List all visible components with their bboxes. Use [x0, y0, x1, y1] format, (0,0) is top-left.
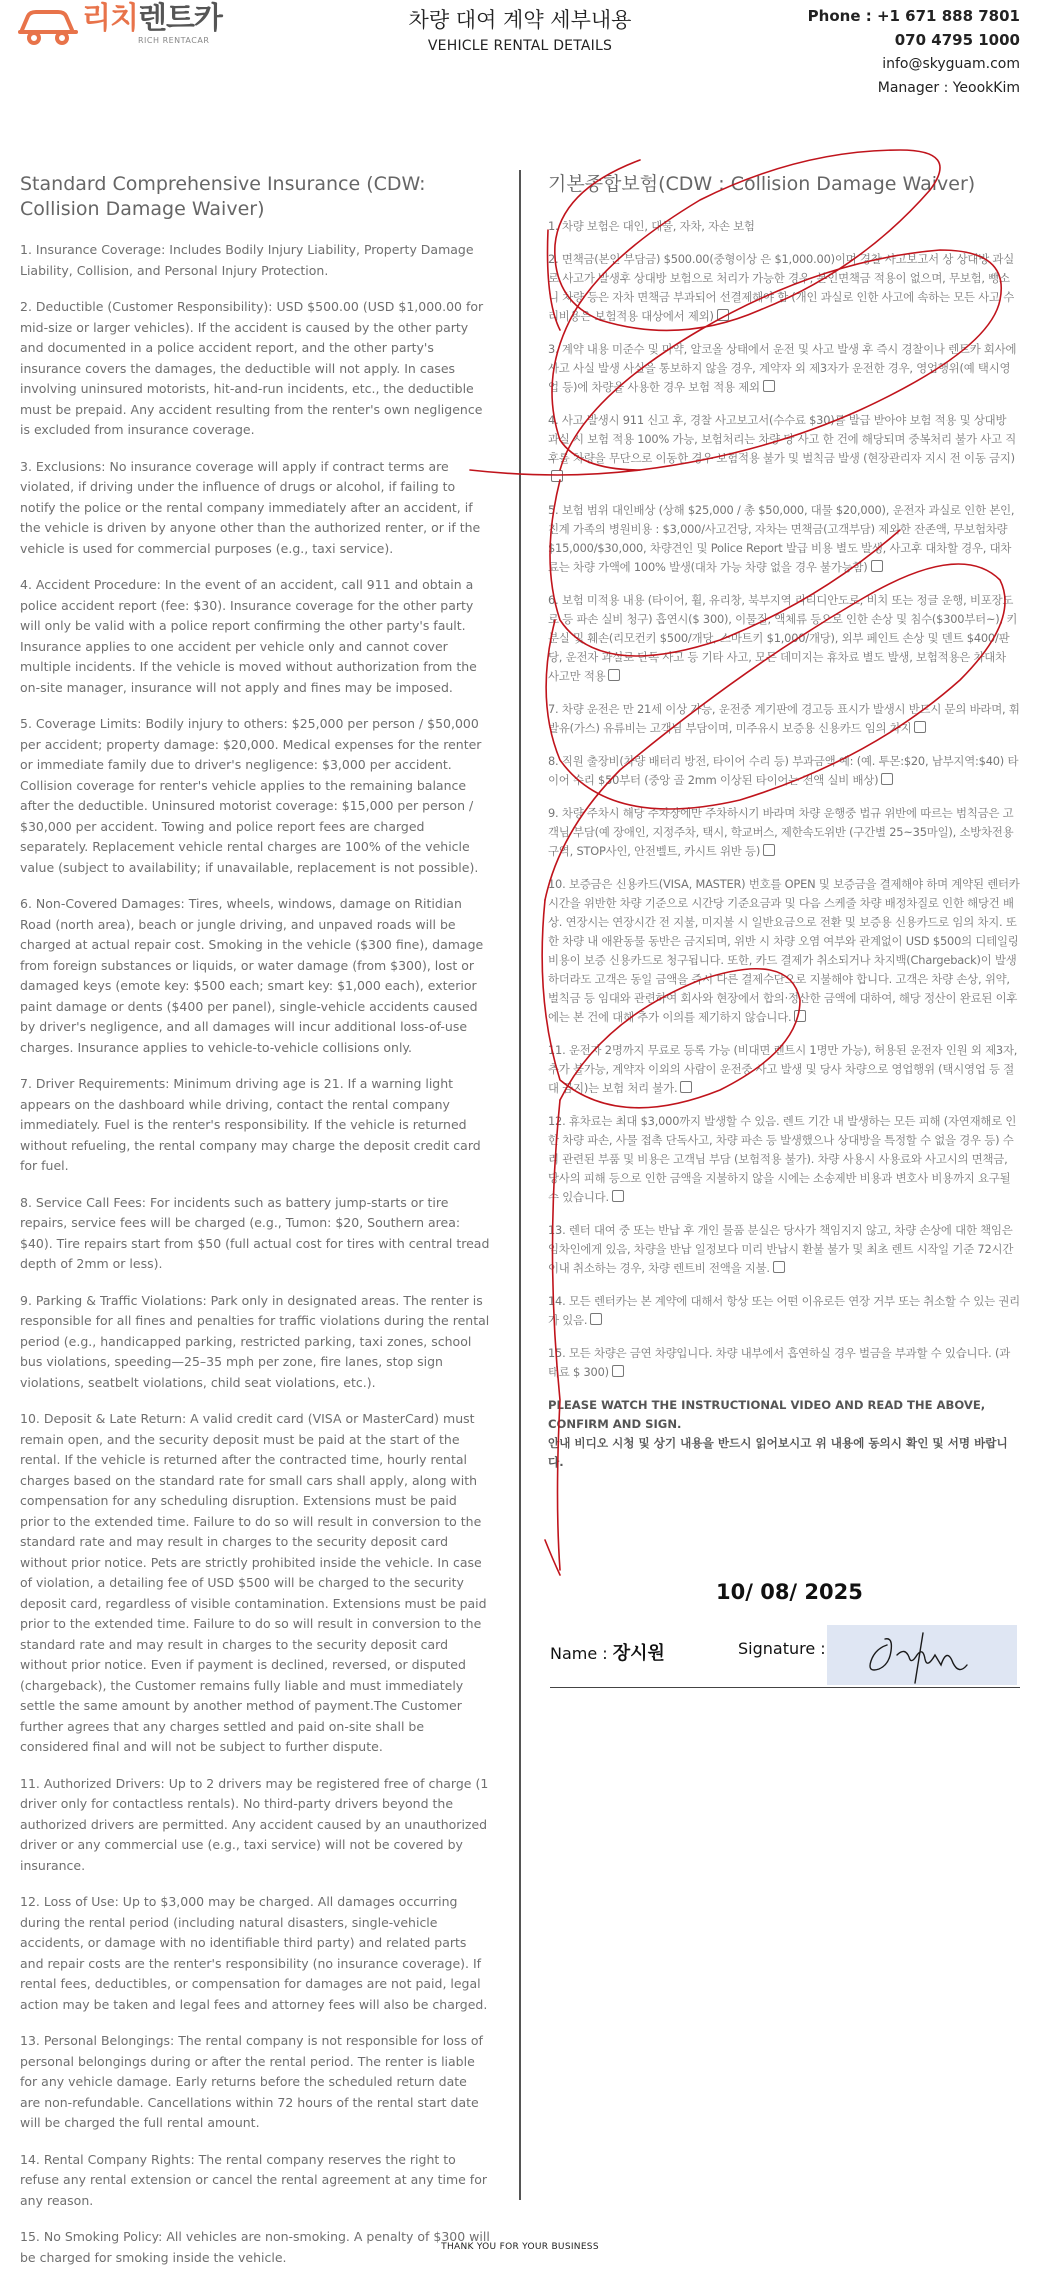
- korean-term-15: [548, 1344, 1020, 1382]
- korean-term-7-text: 7. 차량 운전은 만 21세 이상 가능, 운전중 계기판에 경고등 표시가 발생시 반드시 문의 바라며, 휘발유(가스) 유류비는 고객님 부담이며, 미주유시 보증용 신용카드 임의 차지: [548, 702, 1020, 735]
- acknowledgement-english: PLEASE WATCH THE INSTRUCTIONAL VIDEO AND READ THE ABOVE, CONFIRM AND SIGN.: [548, 1398, 986, 1431]
- korean-term-14-text: 14. 모든 렌터카는 본 계약에 대해서 항상 또는 어떤 이유로든 연장 거부 또는 취소할 수 있는 권리가 있음.: [548, 1294, 1020, 1327]
- english-term-6: 6. Non-Covered Damages: Tires, wheels, windows, damage on Ritidian Road (north area), beach or jungle driving, and unpaved roads will be charged at actual repair cost. Smoking in the vehicle ($300 fine), damage from foreign substances or liquids, or water damage (from $300), lost or damaged keys (emote key: $500 each; smart key: $1,000 each), exterior paint damage or dents ($400 per panel), single-vehicle accidents caused by driver's negligence, and all damages will incur additional loss-of-use charges. Insurance applies to vehicle-to-vehicle collisions only.: [20, 896, 484, 1055]
- korean-terms-column: [548, 172, 1020, 1472]
- agree-checkbox[interactable]: [881, 773, 893, 785]
- english-section-title: Standard Comprehensive Insurance (CDW: Collision Damage Waiver): [20, 173, 426, 220]
- handwritten-signature: [827, 1625, 1017, 1685]
- signing-date: 10/ 08/ 2025: [716, 1580, 863, 1604]
- agree-checkbox[interactable]: [612, 1365, 624, 1377]
- english-terms-column: [20, 172, 490, 2284]
- name-label: Name :: [550, 1644, 613, 1663]
- korean-term-6-text: 6. 보험 미적용 내용 (타이어, 휠, 유리창, 북부지역 리티디안도로, 비치 또는 정글 운행, 비포장도로 등 파손 실비 청구) 흡연시($ 300), 이물질, 액체류 등으로 인한 손상 및 침수($300부터~), 키 분실 및 훼손(리모컨키 $500/개당, 스마트키 $1,000/개당), 외부 페인트 손상 및 덴트 $400/판당, 운전자 과실로 단독 사고 등 기타 사고, 모든 데미지는 휴차료 별도 발생, 보험적용은 차대차 사고만 적용: [548, 593, 1018, 683]
- footer-thanks: THANK YOU FOR YOUR BUSINESS: [441, 2242, 599, 2252]
- phone-number: Phone : +1 671 888 7801: [807, 7, 1020, 25]
- agree-checkbox[interactable]: [680, 1081, 692, 1093]
- korean-term-11: [548, 1041, 1020, 1098]
- korean-term-9: [548, 804, 1020, 861]
- english-term-3: 3. Exclusions: No insurance coverage will apply if contract terms are violated, if driving under the influence of drugs or alcohol, if failing to notify the police or the rental company immediately after an accident, if the vehicle is driven by anyone other than the authorized renter, or if the vehicle is used for commercial purposes (e.g., taxi service).: [20, 458, 481, 556]
- korean-term-2-text: 2. 면책금(본인 부담금) $500.00(중형이상 은 $1,000.00)이며 경찰 사고보고서 상 상대방 과실로 사고가 발생후 상대방 보험으로 처리가 가능한 경우, 본인면책금 적용이 없으며, 무보험, 뺑소니 차량 등은 자차 면책금 부과되어 선결제해야 함 (개인 과실로 인한 사고에 속하는 모든 사고 수리비용은 보험적용 대상에서 제외): [548, 252, 1015, 323]
- english-term-7: 7. Driver Requirements: Minimum driving age is 21. If a warning light appears on the dashboard while driving, contact the rental company immediately. Fuel is the renter's responsibility. If the vehicle is returned without refueling, the rental company may charge the deposit credit card for fuel.: [20, 1076, 481, 1173]
- signature-box[interactable]: [827, 1625, 1017, 1685]
- english-term-2: 2. Deductible (Customer Responsibility): USD $500.00 (USD $1,000.00 for mid-size or larger vehicles). If the accident is caused by the other party and documented in a police accident report, and the other party's insurance covers the damages, the deductible will not apply. In cases involving uninsured motorists, hit-and-run incidents, etc., the deductible must be prepaid. Any accident resulting from the renter's own negligence is excluded from insurance coverage.: [20, 299, 484, 437]
- english-term-14: 14. Rental Company Rights: The rental company reserves the right to refuse any rental extension or cancel the rental agreement at any time for any reason.: [20, 2151, 487, 2208]
- korean-term-8: [548, 752, 1020, 790]
- document-title-korean: 차량 대여 계약 세부내용: [408, 8, 632, 32]
- english-term-12: 12. Loss of Use: Up to $3,000 may be charged. All damages occurring during the rental period (including natural disasters, single-vehicle accidents, or damage with no identifiable third party) and related parts and repair costs are the renter's responsibility (no insurance coverage). If rental fees, deductibles, or compensation for damages are not paid, legal action may be taken and legal fees and attorney fees will also be charged.: [20, 1894, 488, 2012]
- korean-term-2: [548, 250, 1020, 326]
- english-term-8: 8. Service Call Fees: For incidents such as battery jump-starts or tire repairs, service fees will be charged (e.g., Tumon: $20, Southern area: $40). Tire repairs start from $50 (full actual cost for tires with central tread depth of 2mm or less).: [20, 1194, 490, 1271]
- acknowledgement-korean: 안내 비디오 시청 및 상기 내용을 반드시 읽어보시고 위 내용에 동의시 확인 및 서명 바랍니다.: [548, 1436, 1008, 1469]
- korean-term-12-text: 12. 휴차료는 최대 $3,000까지 발생할 수 있음. 렌트 기간 내 발생하는 모든 피해 (자연재해로 인한 차량 파손, 사물 접촉 단독사고, 차량 파손 등 발생했으나 상대방을 특정할 수 없을 경우 등) 수리 관련된 부품 및 비용은 고객님 부담 (보험적용 불가). 차량 사용시 사용료와 사고시의 면책금, 당사의 피해 등으로 인한 금액을 지불하지 않을 시에는 소송제반 비용과 변호사 비용까지 요구될 수 있습니다.: [548, 1114, 1017, 1204]
- name-field: [550, 1639, 665, 1665]
- agree-checkbox[interactable]: [608, 669, 620, 681]
- signature-row: [550, 1625, 1020, 1688]
- korean-term-15-text: 15. 모든 차량은 금연 차량입니다. 차량 내부에서 흡연하실 경우 벌금을 부과할 수 있습니다. (과태료 $ 300): [548, 1346, 1010, 1379]
- korean-term-3-text: 3. 계약 내용 미준수 및 마약, 알코올 상태에서 운전 및 사고 발생 후 즉시 경찰이나 렌트카 회사에 사고 사실 발생 사실을 통보하지 않을 경우, 계약자 외 제3자가 운전한 경우, 영업행위(예 택시영업 등)에 차량을 사용한 경우 보험 적용 제외: [548, 342, 1017, 394]
- agree-checkbox[interactable]: [612, 1190, 624, 1202]
- korean-term-1-text: 1. 차량 보험은 대인, 대물, 자차, 자손 보험: [548, 219, 755, 233]
- agree-checkbox[interactable]: [717, 309, 729, 321]
- document-title-english: VEHICLE RENTAL DETAILS: [427, 38, 613, 54]
- korean-term-3: [548, 340, 1020, 397]
- korean-term-4-text: 4. 사고 발생시 911 신고 후, 경찰 사고보고서(수수료 $30)를 발급 받아야 보험 적용 및 상대방 과실 시 보험 적용 100% 가능, 보험처리는 차량 당 사고 한 건에 해당되며 중복처리 불가 사고 직후를 차량을 무단으로 이동한 경우 보험적용 불가 및 벌칙금 발생 (현장관리자 지시 전 이동 금지): [548, 413, 1017, 465]
- agree-checkbox[interactable]: [551, 470, 563, 482]
- korean-term-5: [548, 501, 1020, 577]
- email-address: info@skyguam.com: [882, 56, 1020, 72]
- agree-checkbox[interactable]: [871, 560, 883, 572]
- english-term-4: 4. Accident Procedure: In the event of an accident, call 911 and obtain a police accident report (fee: $30). Insurance coverage for the other party will only be valid with a police report confirming the other party's fault. Insurance applies to one accident per vehicle only and cannot cover multiple incidents. If the vehicle is moved without authorization from the on-site manager, insurance will not apply and fines may be imposed.: [20, 577, 477, 695]
- contact-info: [808, 4, 1020, 100]
- korean-term-13: [548, 1221, 1020, 1278]
- korean-term-10: [548, 875, 1020, 1027]
- korean-term-11-text: 11. 운전자 2명까지 무료로 등록 가능 (비대면 렌트시 1명만 가능), 허용된 운전자 인원 외 제3자, 추가 불가능, 계약자 이외의 사람이 운전중 사고 발생 및 당사 차량으로 영업행위 (택시영업 등 절대 금지)는 보험 처리 불가.: [548, 1043, 1018, 1095]
- english-term-10: 10. Deposit & Late Return: A valid credit card (VISA or MasterCard) must remain open, and the security deposit must be paid at the start of the rental. If the vehicle is returned after the contracted time, hourly rental charges based on the standard rate for small cars shall apply, along with compensation for any scheduling disruption. Extensions must be paid prior to the extended time. Failure to do so will result in conversion to the standard rate and may result in charges to the security deposit card without prior notice. Pets are strictly prohibited inside the vehicle. In case of violation, a detailing fee of USD $500 will be charged to the security deposit card, regardless of visible contamination. Extensions must be paid prior to the extended time. Failure to do so will result in conversion to the standard rate and may result in charges to the security deposit card without prior notice. Even if payment is declined, reversed, or disputed (chargeback), the Customer remains fully liable and must immediately settle the same amount by another method of payment.The Customer further agrees that any charges settled and paid on-site shall be considered final and will not be subject to further dispute.: [20, 1411, 487, 1754]
- korean-term-1: [548, 217, 1020, 236]
- phone-number-secondary: 070 4795 1000: [894, 31, 1020, 49]
- logo-text-rentcar: 렌트카: [137, 1, 222, 36]
- korean-term-9-text: 9. 차량 주차시 해당 주차장에만 주차하시기 바라며 차량 운행중 법규 위반에 따르는 범칙금은 고객님 부담(예 장애인, 지정주차, 택시, 학교버스, 제한속도위반 (구간별 25~35마일), 소방차전용구역, STOP사인, 안전벨트, 카시트 위반 등): [548, 806, 1014, 858]
- english-term-1: 1. Insurance Coverage: Includes Bodily Injury Liability, Property Damage Liability, Collision, and Personal Injury Protection.: [20, 242, 474, 278]
- korean-term-12: [548, 1112, 1020, 1207]
- agree-checkbox[interactable]: [590, 1313, 602, 1325]
- agree-checkbox[interactable]: [914, 721, 926, 733]
- agree-checkbox[interactable]: [773, 1261, 785, 1273]
- column-divider: [519, 170, 521, 2200]
- korean-term-13-text: 13. 렌터 대여 중 또는 반납 후 개인 물품 분실은 당사가 책임지지 않고, 차량 손상에 대한 책임은 임차인에게 있음, 차량을 반납 일정보다 미리 반납시 환불 불가 및 최초 렌트 시작일 기준 72시간 이내 취소하는 경우, 차량 렌트비 전액을 지불.: [548, 1223, 1014, 1275]
- logo-text-rich: 리치: [82, 1, 138, 36]
- korean-term-10-text: 10. 보증금은 신용카드(VISA, MASTER) 번호를 OPEN 및 보증금을 결제해야 하며 계약된 렌터카 시간을 위반한 차량 기준으로 시간당 기준요금과 및 다음 스케줄 차량 배정차질로 인한 해당건 배상. 연장시는 연장시간 전 지불, 미지불 시 일반요금으로 전환 및 보증용 신용카드로 임의 차지. 또한 차량 내 애완동물 동반은 금지되며, 위반 시 차량 오염 여부와 관계없이 USD $500의 디테일링 비용이 보증 신용카드로 청구됩니다. 또한, 카드 결제가 취소되거나 차지백(Chargeback)이 발생하더라도 고객은 동일 금액을 즉시 다른 결제수단으로 지불해야 합니다. 고객은 차량 손상, 위약, 벌칙금 등 임대와 관련하여 회사와 현장에서 합의·정산한 금액에 대하여, 해당 정산이 완료된 이후에는 본 건에 대해 추가 이의를 제기하지 않습니다.: [548, 877, 1020, 1024]
- english-term-9: 9. Parking & Traffic Violations: Park only in designated areas. The renter is responsible for all fines and penalties for traffic violations during the rental period (e.g., handicapped parking, restricted parking, taxi zones, school bus violations, speeding—25–35 mph per zone, fire lanes, stop sign violations, seatbelt violations, child seat violations, etc.).: [20, 1292, 490, 1390]
- english-term-13: 13. Personal Belongings: The rental company is not responsible for loss of personal belongings during or after the rental period. The renter is liable for any vehicle damage. Early returns before the scheduled return date are non-refundable. Cancellations within 72 hours of the rental start date will be charged the full rental amount.: [20, 2033, 483, 2130]
- renter-name: 장시원: [612, 1643, 665, 1664]
- korean-section-title: 기본종합보험(CDW : Collision Damage Waiver): [548, 173, 976, 195]
- agree-checkbox[interactable]: [763, 844, 775, 856]
- english-term-15: 15. No Smoking Policy: All vehicles are non-smoking. A penalty of $300 will be charged for smoking inside the vehicle.: [20, 2229, 490, 2265]
- english-term-5: 5. Coverage Limits: Bodily injury to others: $25,000 per person / $50,000 per accident; property damage: $20,000. Medical expenses for the renter or immediate family due to driver's negligence: $3,000 per accident. Collision coverage for renter's vehicle applies to the remaining balance after the deductible. Uninsured motorist coverage: $15,000 per person / $30,000 per accident. Towing and police report fees are charged separately. Replacement vehicle rental charges are 100% of the vehicle value (subject to availability; if unavailable, replacement is not possible).: [20, 716, 482, 875]
- korean-term-6: [548, 591, 1020, 686]
- korean-term-4: [548, 411, 1020, 487]
- korean-term-5-text: 5. 보험 범위 대인배상 (상해 $25,000 / 총 $50,000, 대물 $20,000), 운전자 과실로 인한 본인, 친계 가족의 병원비용 : $3,000/사고건당, 자차는 면책금(고객부담) 제외한 잔존액, 무보험차량 $15,000/$30,000, 차량견인 및 Police Report 발급 비용 별도 발생, 사고후 대차할 경우, 대차료는 차량 가액에 100% 발생(대차 가능 차량 없을 경우 불가능함): [548, 503, 1015, 574]
- korean-term-8-text: 8. 직원 출장비(차량 배터리 방전, 타이어 수리 등) 부과금액 예: (예. 투몬:$20, 남부지역:$40) 타이어 수리 $50부터 (중앙 골 2mm 이상된 타이어는 전액 실비 배상): [548, 754, 1019, 787]
- signature-label: Signature :: [738, 1639, 826, 1658]
- page-header: [0, 0, 1040, 110]
- agree-checkbox[interactable]: [794, 1010, 806, 1022]
- manager-name: Manager : YeookKim: [877, 80, 1020, 96]
- logo-subtext: RICH RENTACAR: [138, 36, 210, 45]
- english-term-11: 11. Authorized Drivers: Up to 2 drivers may be registered free of charge (1 driver only for contactless rentals). No third-party drivers beyond the authorized drivers are permitted. Any accident caused by an unauthorized driver or any commercial use (e.g., taxi service) will not be covered by insurance.: [20, 1775, 489, 1873]
- agree-checkbox[interactable]: [763, 380, 775, 392]
- korean-term-7: [548, 700, 1020, 738]
- korean-term-14: [548, 1292, 1020, 1330]
